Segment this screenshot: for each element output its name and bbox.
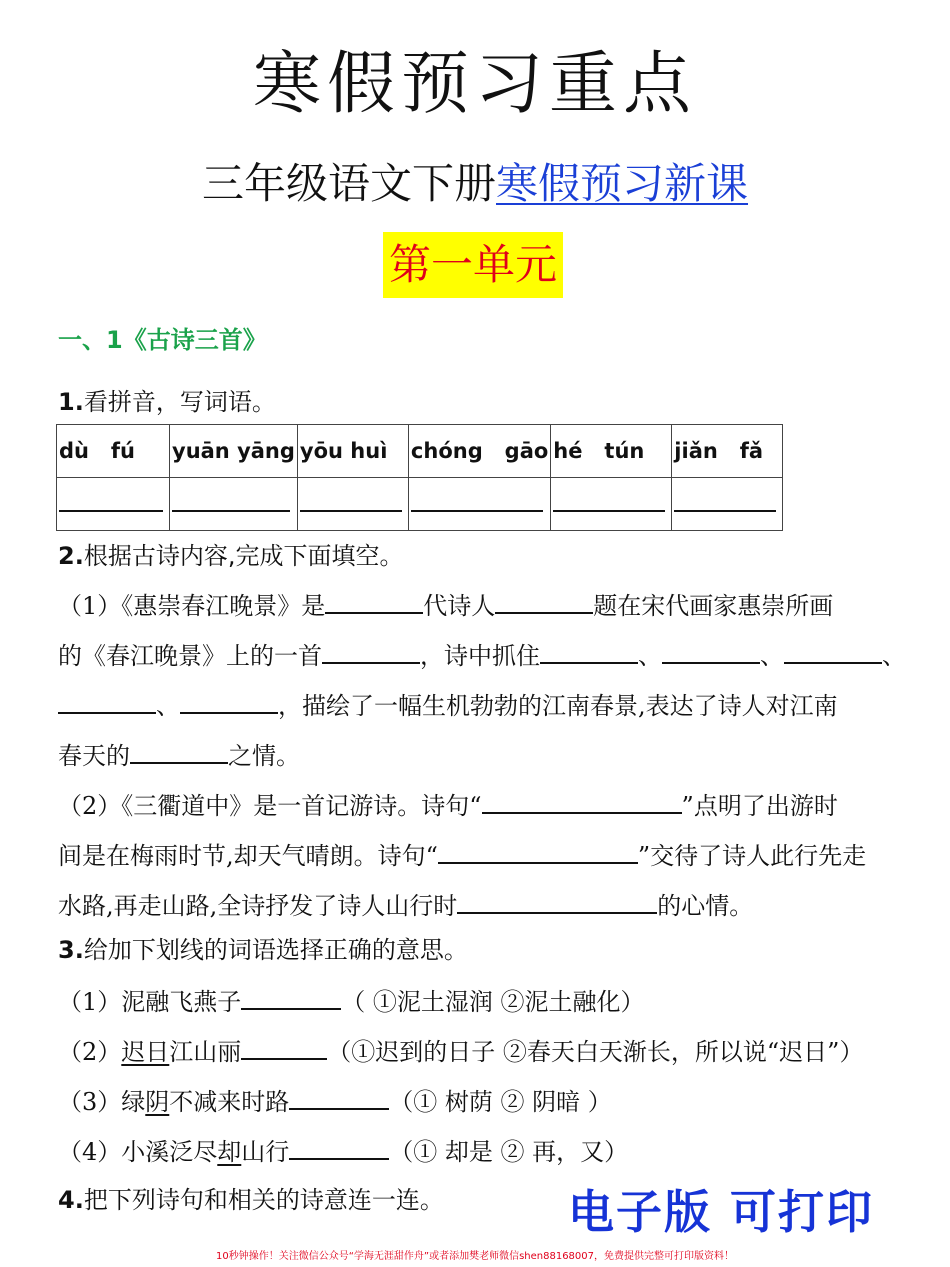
subtitle: [0, 152, 950, 216]
question-text: 把下列诗句和相关的诗意连一连。: [83, 1186, 444, 1214]
question-number: 1.: [58, 388, 84, 416]
q2-p1-line1: （1）《惠崇春江晚景》是 代诗人 题在宋代画家惠崇所画: [58, 584, 833, 626]
pinyin-table: [56, 424, 783, 531]
fill-blank[interactable]: [495, 584, 593, 614]
q2-p1-line3: 、 ，描绘了一幅生机勃勃的江南春景,表达了诗人对江南: [58, 684, 838, 726]
printable-stamp: 电子版 可打印: [568, 1185, 875, 1239]
question-2: [58, 538, 403, 574]
q2-p1-line4: 春天的 之情。: [58, 734, 300, 776]
q3-item-3: （3）绿阴不减来时路 （① 树荫 ② 阴暗 ）: [58, 1080, 612, 1122]
pinyin-cell: chóng gāo: [408, 425, 550, 478]
pinyin-cell: yōu huì: [297, 425, 408, 478]
answer-cell[interactable]: [170, 478, 298, 531]
pinyin-cell: dù fú: [57, 425, 170, 478]
fill-blank[interactable]: [130, 734, 228, 764]
answer-cell[interactable]: [408, 478, 550, 531]
q2-p2-line1: （2）《三衢道中》是一首记游诗。诗句“ ”点明了出游时: [58, 784, 838, 826]
section-heading: 一、1《古诗三首》: [58, 326, 267, 354]
question-text: 给加下划线的词语选择正确的意思。: [83, 936, 468, 964]
q3-item-2: （2）迟日江山丽 （①迟到的日子 ②春天白天渐长，所以说“迟日”）: [58, 1030, 863, 1072]
answer-cell[interactable]: [57, 478, 170, 531]
fill-blank[interactable]: [58, 684, 156, 714]
subtitle-prefix: 三年级语文下册: [201, 159, 496, 208]
question-1: [58, 384, 276, 420]
question-4: [58, 1182, 444, 1218]
question-text: 看拼音，写词语。: [83, 388, 276, 416]
fill-blank[interactable]: [322, 634, 420, 664]
fill-blank[interactable]: [784, 634, 882, 664]
fill-blank[interactable]: [289, 1130, 389, 1160]
question-number: 2.: [58, 542, 84, 570]
fill-blank[interactable]: [540, 634, 638, 664]
answer-cell[interactable]: [551, 478, 672, 531]
subtitle-highlight: 寒假预习新课: [496, 159, 749, 208]
question-number: 3.: [58, 936, 84, 964]
fill-blank[interactable]: [662, 634, 760, 664]
pinyin-cell: hé tún: [551, 425, 672, 478]
footer-note: 10秒钟操作！关注微信公众号“学海无涯甜作舟”或者添加樊老师微信shen88168007，免费提供完整可打印版资料！: [215, 1251, 735, 1262]
fill-blank[interactable]: [457, 884, 657, 914]
fill-blank[interactable]: [482, 784, 682, 814]
fill-blank[interactable]: [289, 1080, 389, 1110]
question-3: [58, 932, 468, 968]
fill-blank[interactable]: [180, 684, 278, 714]
answer-cell[interactable]: [297, 478, 408, 531]
q3-item-4: （4）小溪泛尽却山行 （① 却是 ② 再，又）: [58, 1130, 628, 1172]
question-text: 根据古诗内容,完成下面填空。: [83, 542, 404, 570]
fill-blank[interactable]: [325, 584, 423, 614]
q2-p1-line2: 的《春江晚景》上的一首 ，诗中抓住 、 、 、: [58, 634, 906, 676]
fill-blank[interactable]: [241, 1030, 327, 1060]
page-title: 寒假预习重点: [252, 45, 697, 124]
unit-badge: 第一单元: [383, 232, 563, 298]
pinyin-cell: yuān yāng: [170, 425, 298, 478]
fill-blank[interactable]: [241, 980, 341, 1010]
question-number: 4.: [58, 1186, 84, 1214]
fill-blank[interactable]: [438, 834, 638, 864]
answer-cell[interactable]: [672, 478, 783, 531]
pinyin-cell: jiǎn fǎ: [672, 425, 783, 478]
q2-p2-line3: 水路,再走山路,全诗抒发了诗人山行时 的心情。: [58, 884, 753, 926]
q3-item-1: （1）泥融飞燕子 （ ①泥土湿润 ②泥土融化）: [58, 980, 645, 1022]
q2-p2-line2: 间是在梅雨时节,却天气晴朗。诗句“ ”交待了诗人此行先走: [58, 834, 866, 876]
